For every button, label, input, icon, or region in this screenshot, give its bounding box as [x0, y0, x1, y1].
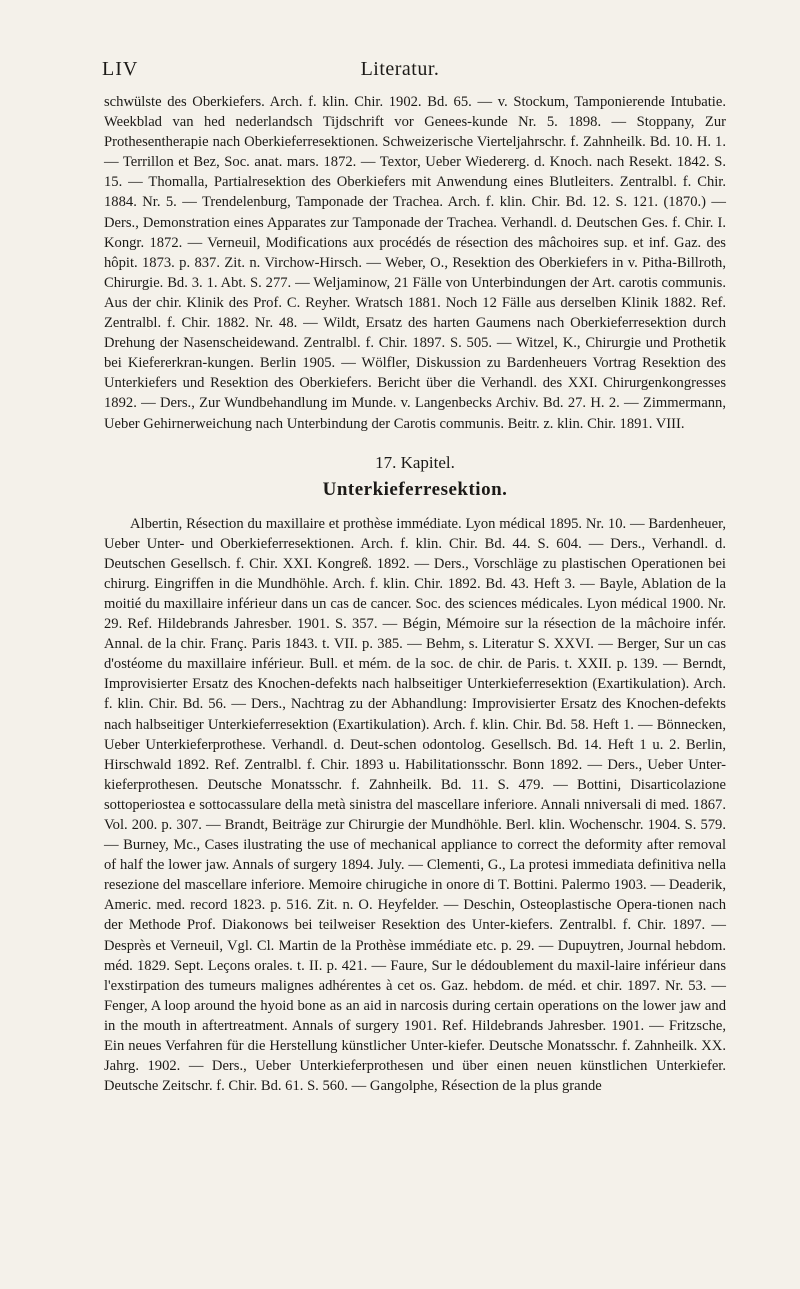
section-heading: Unterkieferresektion. [322, 478, 508, 500]
bibliography-paragraph-2: Albertin, Résection du maxillaire et prothèse immédiate. Lyon médical 1895. Nr. 10. — Bardenheuer, Ueber Unter- und Oberkieferresektionen. Arch. f. klin. Chir. Bd. 44. S. 604. — Ders., Verhandl. d. Deutschen Gesellsch. f. Chir. XXI. Kongreß. 1892. — Ders., Vorschläge zu plastischen Operationen bei chirurg. Eingriffen in die Mundhöhle. Arch. f. klin. Chir. 1892. Bd. 43. Heft 3. — Bayle, Ablation de la moitié du maxillaire inférieur dans un cas de cancer. Soc. des sciences médicales. Lyon médical 1900. Nr. 29. Ref. Hildebrands Jahresber. 1901. S. 357. — Bégin, Mémoire sur la résection de la mâchoire infér. Annal. de la chir. Franç. Paris 1843. t. VII. p. 385. — Behm, s. Literatur S. XXVI. — Berger, Sur un cas d'ostéome du maxillaire inférieur. Bull. et mém. de la soc. de chir. de Paris. t. XXII. p. 139. — Berndt, Improvisierter Ersatz des Knochen-defekts nach halbseitiger Unterkieferresektion (Exartikulation). Arch. f. klin. Chir. Bd. 56. — Ders., Nachtrag zu der Abhandlung: Improvisierter Ersatz des Knochen-defekts nach halbseitiger Unterkieferresektion (Exartikulation). Arch. f. klin. Chir. Bd. 58. Heft 1. — Bönnecken, Ueber Unterkieferprothese. Verhandl. d. Deut-schen odontolog. Gesellsch. Bd. 14. Heft 1 u. 2. Berlin, Hirschwald 1892. Ref. Zentralbl. f. Chir. 1893 u. Habilitationsschr. Bonn 1892. — Ders., Ueber Unter-kieferprothesen. Deutsche Monatsschr. f. Zahnheilk. Bd. 11. S. 479. — Bottini, Disarticolazione sottoperiostea e sottocassulare della metà sinistra del mascellare inferiore. Annali nniversali di med. 1867. Vol. 200. p. 307. — Brandt, Beiträge zur Chirurgie der Mundhöhle. Berl. klin. Wochenschr. 1904. S. 579. — Burney, Mc., Cases ilustrating the use of mechanical appliance to correct the deformity after removal of half the lower jaw. Annals of surgery 1894. July. — Clementi, G., La protesi immediata definitiva nella resezione del mascellare inferiore. Memoire chirugiche in onore di T. Bottini. Palermo 1903. — Deaderik, Americ. med. record 1823. p. 516. Zit. n. O. Heyfelder. — Deschin, Osteoplastische Opera-tionen nach der Methode Prof. Diakonows bei teilweiser Resektion des Unter-kiefers. Zentralbl. f. Chir. 1897. — Desprès et Verneuil, Vgl. Cl. Martin de la Prothèse immédiate etc. p. 29. — Dupuytren, Journal hebdom. méd. 1829. Sept. Leçons orales. t. II. p. 421. — Faure, Sur le dédoublement du maxil-laire inférieur dans l'exstirpation des tumeurs malignes adhérentes à cet os. Gaz. hebdom. de méd. et chir. 1897. Nr. 53. — Fenger, A loop around the hyoid bone as an aid in narcosis during certain operations on the lower jaw and in the mouth in aftertreatment. Annals of surgery 1901. Ref. Hildebrands Jahresber. 1901. — Fritzsche, Ein neues Verfahren für die Herstellung künstlicher Unter-kiefer. Deutsche Monatsschr. f. Zahnheilk. XX. Jahrg. 1902. — Ders., Ueber Unterkieferprothesen und über einen neuen künstlichen Unterkiefer. Deutsche Zeitschr. f. Chir. Bd. 61. S. 560. — Gangolphe, Résection de la plus grande [104, 515, 726, 1095]
running-title: Literatur. [360, 58, 440, 80]
body-text [104, 92, 726, 1096]
chapter-heading: 17. Kapitel. [375, 452, 455, 472]
bibliography-paragraph-1: schwülste des Oberkiefers. Arch. f. klin. Chir. 1902. Bd. 65. — v. Stockum, Tamponierende Intubatie. Weekblad van hed nederlandsch Tijdschrift vor Genees-kunde Nr. 5. 1898. — Stoppany, Zur Prothesentherapie nach Oberkieferresektionen. Schweizerische Vierteljahrschr. f. Zahnheilk. Bd. 10. H. 1. — Terrillon et Bez, Soc. anat. mars. 1872. — Textor, Ueber Wiedererg. d. Knoch. nach Resekt. 1842. S. 15. — Thomalla, Partialresektion des Oberkiefers mit Anwendung eines Blutleiters. Zentralbl. f. Chir. 1884. Nr. 5. — Trendelenburg, Tamponade der Trachea. Arch. f. klin. Chir. Bd. 12. S. 121. (1870.) — Ders., Demonstration eines Apparates zur Tamponade der Trachea. Verhandl. d. Deutschen Ges. f. Chir. I. Kongr. 1872. — Verneuil, Modifications aux procédés de résection des mâchoires sup. et inf. Gaz. des hôpit. 1873. p. 837. Zit. n. Virchow-Hirsch. — Weber, O., Resektion des Oberkiefers in v. Pitha-Billroth, Chirurgie. Bd. 3. 1. Abt. S. 277. — Weljaminow, 21 Fälle von Unterbindungen der Art. carotis communis. Aus der chir. Klinik des Prof. C. Reyher. Wratsch 1881. Noch 12 Fälle aus derselben Klinik 1882. Ref. Zentralbl. f. Chir. 1882. Nr. 48. — Wildt, Ersatz des harten Gaumens nach Oberkieferresektion durch Drehung der Nasenscheidewand. Zentralbl. f. Chir. 1897. S. 505. — Witzel, K., Chirurgie und Prothetik bei Kiefererkran-kungen. Berlin 1905. — Wölfler, Diskussion zu Bardenheuers Vortrag Resektion des Unterkiefers und Resektion des Oberkiefers. Bericht über die Verhandl. des XXI. Chirurgenkongresses 1892. — Ders., Zur Wundbehandlung im Munde. v. Langenbecks Archiv. Bd. 27. H. 2. — Zimmermann, Ueber Gehirnerweichung nach Unterbindung der Carotis communis. Beitr. z. klin. Chir. 1891. VIII. [104, 94, 726, 432]
page-header [0, 20, 800, 80]
page-number: LIV [102, 58, 139, 80]
